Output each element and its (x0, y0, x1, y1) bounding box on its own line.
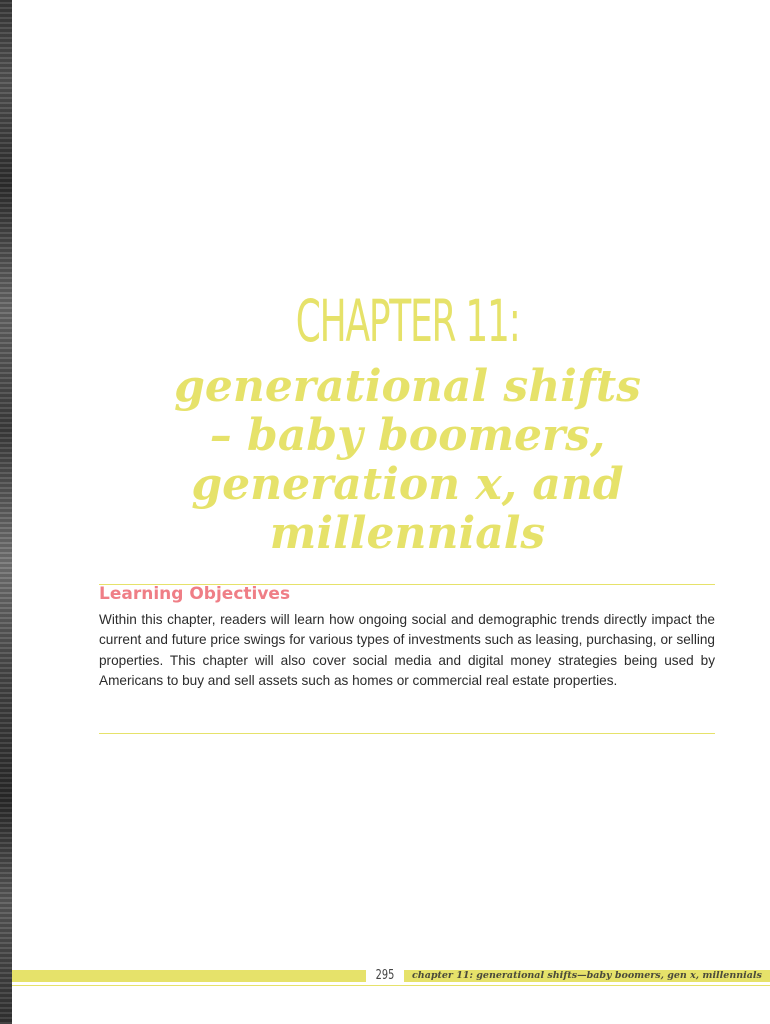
page-number: 295 (375, 968, 395, 983)
chapter-title-line: millennials (269, 508, 546, 559)
chapter-title-line: – baby boomers, (209, 410, 606, 461)
running-head: chapter 11: generational shifts—baby boomers, gen x, millennials (412, 970, 762, 981)
learning-objectives-body: Within this chapter, readers will learn how ongoing social and demographic trends directly impact the current and future price swings for various types of investments such as leasing, purchasing, or selling properties. This chapter will also cover social media and digital money strategies being used by Americans to buy and sell assets such as homes or commercial real estate properties. (99, 612, 715, 689)
divider-bottom (99, 733, 715, 734)
chapter-title-line: generational shifts (174, 361, 641, 412)
edge-photo (0, 0, 12, 1024)
learning-objectives-heading: Learning Objectives (99, 584, 291, 604)
footer-bar-left (12, 970, 366, 982)
chapter-title (150, 362, 665, 558)
chapter-label: CHAPTER 11: (295, 287, 520, 355)
chapter-title-line: generation x, and (191, 459, 624, 510)
